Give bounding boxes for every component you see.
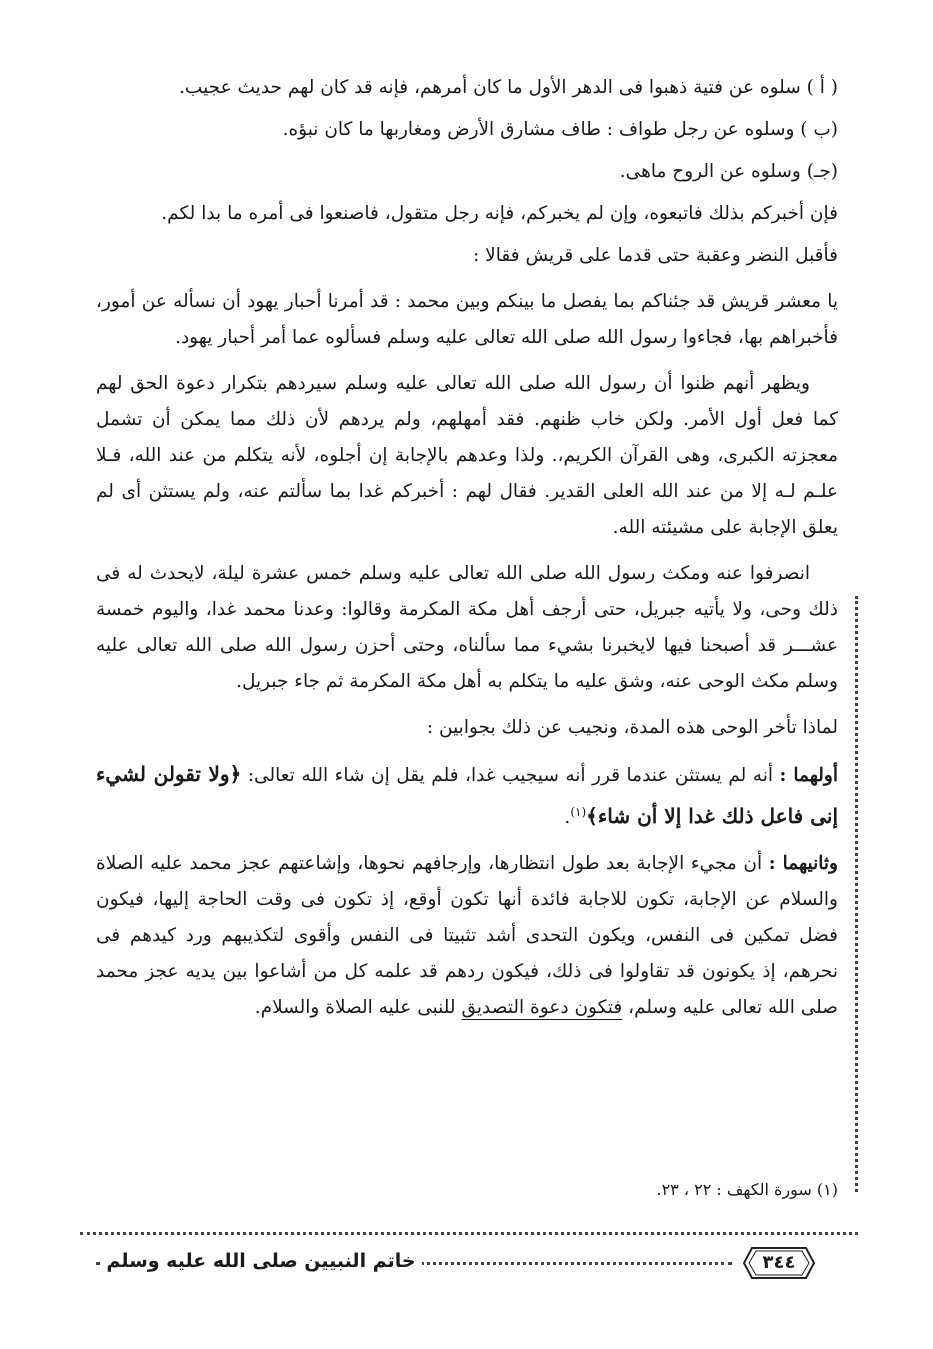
paragraph-question-c: (جـ) وسلوه عن الروح ماهى. [619, 161, 838, 182]
underlined-phrase: فتكون دعوة التصديق [461, 997, 623, 1019]
first-answer-end: . [564, 807, 571, 829]
first-answer-lead: أولهما : [779, 765, 838, 786]
paragraph-expectation: ويظهر أنهم ظنوا أن رسول الله صلى الله تعالى عليه وسلم سيردهم بتكرار دعوة الحق لهم كما فعل أول الأمر. ولكن خاب ظنهم. فقد أمهلهم، ولم يردهم لأن ذلك مما يمكن أن تشمل معجزته الكبرى، وهى القرآن الكريم،. ولذا وعدهم بالإجابة إن أجلوه، لأنه يتكلم من عند الله، فـلا علـم لـه إلا من عند الله العلى القدير. فقال لهم : أخبركم غدا بما سألتم عنه، ولم يستثن أى لم يعلق الإجابة على مشيئته الله. [96, 373, 838, 538]
paragraph-instruction: فإن أخبركم بذلك فاتبعوه، وإن لم يخبركم، فإنه رجل متقول، فاصنعوا فى أمره ما بدا لكم. [161, 203, 838, 224]
paragraph-delay: انصرفوا عنه ومكث رسول الله صلى الله تعالى عليه وسلم خمس عشرة ليلة، لايحدث له فى ذلك وحى، ولا يأتيه جبريل، حتى أرجف أهل مكة المكرمة وقالوا: وعدنا محمد غدا، واليوم خمسة عشـــر قد أصبحنا فيها لايخبرنا بشيء مما سألناه، وحتى أحزن رسول الله صلى الله تعالى عليه وسلم مكث الوحى عنه، وشق عليه ما يتكلم به أهل مكة المكرمة ثم جاء جبريل. [96, 563, 838, 692]
page-number: ٣٤٤ [762, 1252, 796, 1273]
paragraph-question-a: ( أ ) سلوه عن فتية ذهبوا فى الدهر الأول ما كان أمرهم، فإنه قد كان لهم حديث عجيب. [179, 77, 838, 98]
paragraph-first-answer [96, 756, 838, 836]
page-number-badge [742, 1246, 816, 1280]
footnote-ref: (١) [570, 805, 587, 819]
second-answer-end: للنبى عليه الصلاة والسلام. [254, 997, 456, 1019]
footer-dotted-rule [80, 1232, 858, 1235]
main-text [96, 70, 838, 1036]
footnote: (١) سورة الكهف : ٢٢ ، ٢٣. [656, 1180, 838, 1199]
paragraph-question-why: لماذا تأخر الوحى هذه المدة، ونجيب عن ذلك بجوابين : [426, 717, 838, 738]
paragraph-return: فأقبل النضر وعقبة حتى قدما على قريش فقالا : [473, 245, 838, 266]
paragraph-second-answer [96, 846, 838, 1026]
second-answer-text: أن مجيء الإجابة بعد طول انتظارها، وإرجافهم نحوها، وإشاعتهم عجز محمد عليه الصلاة والسلام عن الإجابة، تكون للاجابة فائدة أنها تكون أوقع، إذ تكون فى وقت الحاجة إليها، فيكون فضل تمكين فى النفس، ويكون التحدى أشد تثبيتا فى النفس وأقوى لتكذيبهم ورد كيدهم فى نحرهم، إذ يكونون قد تقاولوا فى ذلك، فيكون ردهم قد علمه كل من أشاعوا بين يديه عجز محمد صلى الله تعالى عليه وسلم، [96, 853, 838, 1019]
running-footer-title [96, 1246, 426, 1276]
second-answer-lead: وثانيهما : [768, 853, 838, 875]
first-answer-text: أنه لم يستثن عندما قرر أنه سيجيب غدا، فلم يقل إن شاء الله تعالى: [247, 765, 773, 786]
quran-quote: ﴿ولا تقولن لشيء إنى فاعل ذلك غدا إلا أن شاء﴾ [96, 762, 838, 829]
paragraph-question-b: (ب ) وسلوه عن رجل طواف : طاف مشارق الأرض ومغاربها ما كان نبؤه. [282, 119, 838, 140]
vertical-dotted-rule [855, 596, 858, 1192]
footer-title-text: خاتم النبيين صلى الله عليه وسلم [100, 1250, 421, 1272]
paragraph-quraysh-address: يا معشر قريش قد جئناكم بما يفصل ما بينكم وبين محمد : قد أمرنا أحبار يهود أن نسأله عن أمور، فأخبراهم بها، فجاءوا رسول الله صلى الله تعالى عليه وسلم فسألوه عما أمر أحبار يهود. [96, 291, 838, 348]
